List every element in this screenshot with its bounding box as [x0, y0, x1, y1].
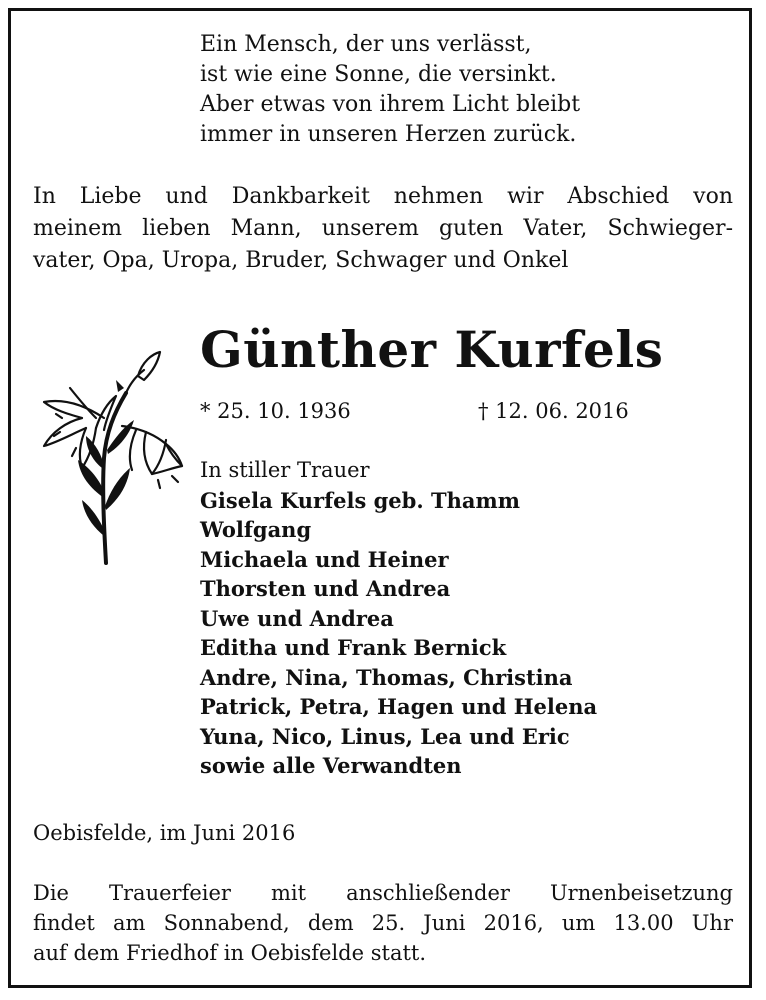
mourning-lead: In stiller Trauer: [200, 458, 370, 482]
intro-line: In Liebe und Dankbarkeit nehmen wir Abschied von: [33, 184, 733, 209]
poem-line: ist wie eine Sonne, die versinkt.: [200, 62, 557, 87]
mourner-name: Uwe und Andrea: [200, 605, 394, 631]
mourner-name: Andre, Nina, Thomas, Christina: [200, 664, 573, 690]
death-date: † 12. 06. 2016: [478, 399, 629, 423]
mourner-name: Editha und Frank Bernick: [200, 635, 507, 660]
birth-date: * 25. 10. 1936: [200, 399, 351, 423]
mourner-name: Gisela Kurfels geb. Thamm: [200, 487, 520, 513]
memorial-poem: [200, 30, 580, 150]
mourner-name: Michaela und Heiner: [200, 546, 449, 572]
deceased-name: Günther Kurfels: [200, 320, 664, 379]
mourners-list: [200, 456, 597, 781]
service-line: Die Trauerfeier mit anschließender Urnenbeisetzung: [33, 881, 733, 905]
intro-line: vater, Opa, Uropa, Bruder, Schwager und Onkel: [33, 248, 569, 273]
poem-line: Ein Mensch, der uns verlässt,: [200, 32, 532, 57]
mourner-name: Wolfgang: [200, 517, 312, 542]
lily-flower-icon: [26, 348, 186, 573]
funeral-service-info: [33, 878, 733, 968]
mourner-name: Thorsten und Andrea: [200, 576, 451, 601]
farewell-intro: [33, 181, 733, 277]
poem-line: immer in unseren Herzen zurück.: [200, 122, 577, 147]
service-line: findet am Sonnabend, dem 25. Juni 2016, um 13.00 Uhr: [33, 911, 733, 935]
place-and-date: Oebisfelde, im Juni 2016: [33, 821, 296, 845]
poem-line: Aber etwas von ihrem Licht bleibt: [200, 92, 581, 117]
mourner-name: Yuna, Nico, Linus, Lea und Eric: [200, 723, 570, 749]
mourner-name: Patrick, Petra, Hagen und Helena: [200, 694, 598, 719]
mourner-name: sowie alle Verwandten: [200, 753, 462, 778]
service-line: auf dem Friedhof in Oebisfelde statt.: [33, 941, 427, 965]
intro-line: meinem lieben Mann, unserem guten Vater, Schwieger-: [33, 216, 733, 241]
